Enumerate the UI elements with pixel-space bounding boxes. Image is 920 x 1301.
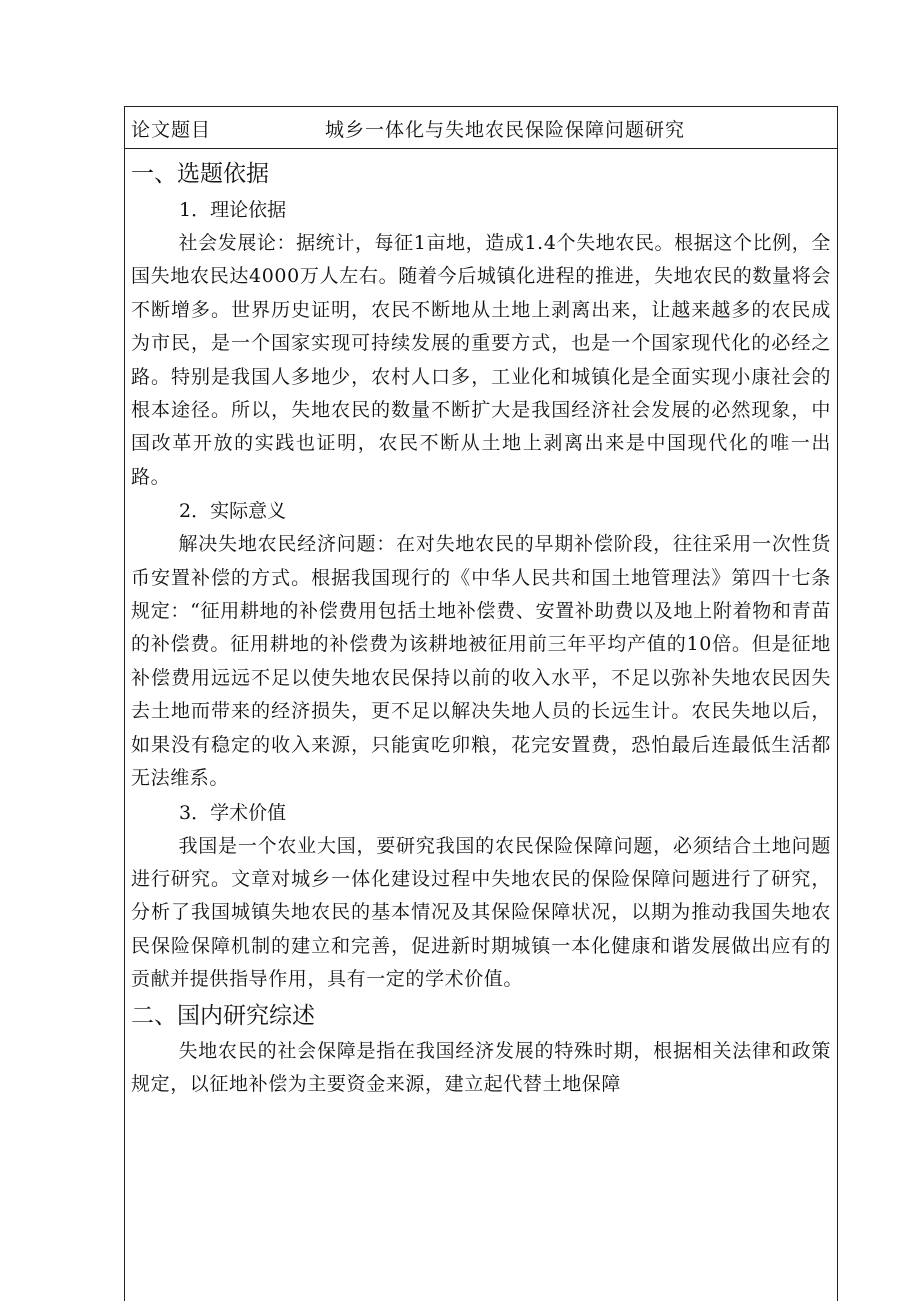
section-heading-review: 二、国内研究综述 [131, 1002, 315, 1029]
content-body [131, 155, 831, 1101]
title-label: 论文题目 [131, 119, 212, 141]
section-heading-basis: 一、选题依据 [131, 161, 269, 187]
paragraph-academic: 我国是一个农业大国，要研究我国的农民保险保障问题，必须结合土地问题进行研究。文章对城乡一体化建设过程中失地农民的保险保障问题进行了研究，分析了我国城镇失地农民的基本情况及其保险保障状况，以期为推动我国失地农民保险保障机制的建立和完善，促进新时期城镇一本化健康和谐发展做出应有的贡献并提供指导作用，具有一定的学术价值。 [131, 834, 831, 991]
document-table [124, 106, 838, 1301]
subheading-academic: 3．学术价值 [179, 801, 287, 824]
paragraph-theory: 社会发展论：据统计，每征1亩地，造成1.4个失地农民。根据这个比例，全国失地农民达4000万人左右。随着今后城镇化进程的推进，失地农民的数量将会不断增多。世界历史证明，农民不断地从土地上剥离出来，让越来越多的农民成为市民，是一个国家实现可持续发展的重要方式，也是一个国家现代化的必经之路。特别是我国人多地少，农村人口多，工业化和城镇化是全面实现小康社会的根本途径。所以，失地农民的数量不断扩大是我国经济社会发展的必然现象，中国改革开放的实践也证明，农民不断从土地上剥离出来是中国现代化的唯一出路。 [131, 232, 831, 488]
paragraph-practical: 解决失地农民经济问题：在对失地农民的早期补偿阶段，往往采用一次性货币安置补偿的方式。根据我国现行的《中华人民共和国土地管理法》第四十七条规定：“征用耕地的补偿费用包括土地补偿费、安置补助费以及地上附着物和青苗的补偿费。征用耕地的补偿费为该耕地被征用前三年平均产值的10倍。但是征地补偿费用远远不足以使失地农民保持以前的收入水平，不足以弥补失地农民因失去土地而带来的经济损失，更不足以解决失地人员的长远生计。农民失地以后，如果没有稳定的收入来源，只能寅吃卯粮，花完安置费，恐怕最后连最低生活都无法维系。 [131, 533, 831, 790]
paragraph-review: 失地农民的社会保障是指在我国经济发展的特殊时期，根据相关法律和政策规定，以征地补偿为主要资金来源，建立起代替土地保障 [131, 1039, 831, 1095]
thesis-title: 城乡一体化与失地农民保险保障问题研究 [325, 119, 686, 141]
subheading-theory: 1．理论依据 [179, 199, 287, 221]
title-row [125, 107, 837, 149]
subheading-practical: 2．实际意义 [179, 500, 287, 523]
